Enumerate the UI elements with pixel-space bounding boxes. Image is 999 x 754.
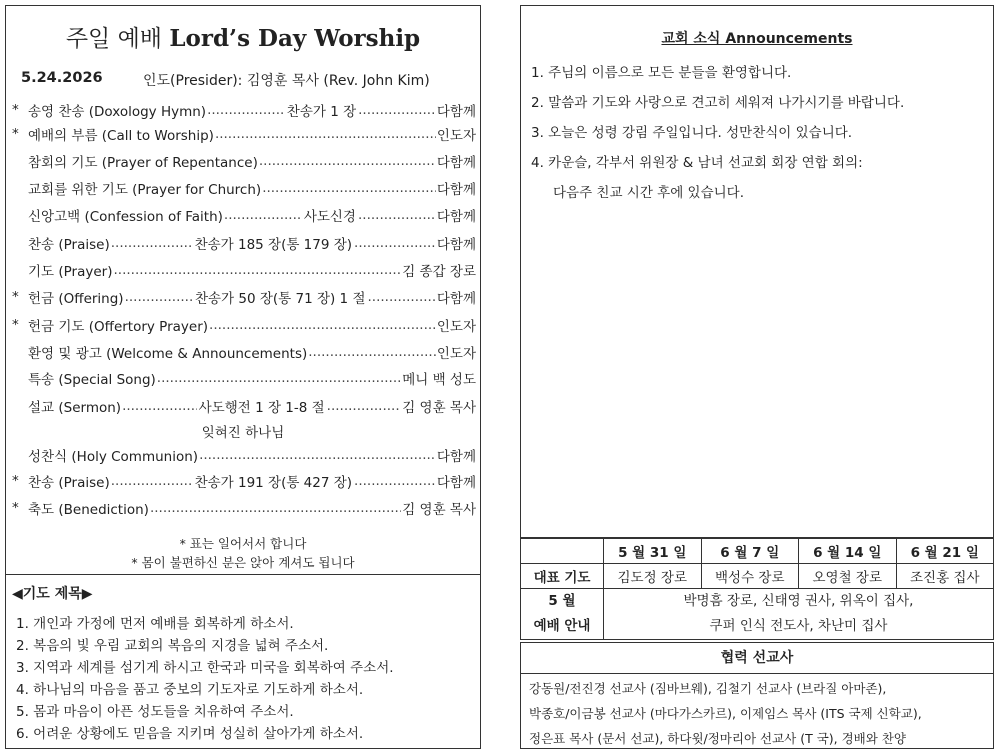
order-item-leader: 메니 백 성도 xyxy=(402,372,476,388)
standing-mark: * xyxy=(12,317,19,333)
order-item-leader: 다함께 xyxy=(436,449,476,465)
worship-guide-label-month: 5 월 xyxy=(548,593,576,609)
prayer-item: 2. 복음의 빛 우림 교회의 복음의 지경을 넓혀 주소서. xyxy=(16,638,329,654)
order-row xyxy=(10,497,476,519)
order-item-leader: 인도자 xyxy=(436,319,476,335)
prayer-item: 3. 지역과 세계를 섬기게 하시고 한국과 미국을 회복하여 주소서. xyxy=(16,660,394,676)
note-standing: * 표는 일어서서 합니다 xyxy=(179,536,307,551)
standing-mark: * xyxy=(12,102,19,118)
missionaries-panel xyxy=(520,642,994,749)
prayer-item: 4. 하나님의 마음을 품고 중보의 기도자로 기도하게 하소서. xyxy=(16,682,364,698)
date-line xyxy=(21,70,472,89)
prayer-item: 1. 개인과 가정에 먼저 예배를 회복하게 하소서. xyxy=(16,616,294,632)
worship-date: 5.24.2026 xyxy=(21,70,103,86)
worship-title-ko: 주일 예배 xyxy=(65,26,163,52)
leader-dots xyxy=(327,398,402,414)
schedule-date: 6 월 7 일 xyxy=(701,539,799,564)
schedule-date: 5 월 31 일 xyxy=(604,539,702,564)
order-item-detail: 찬송가 191 장(통 427 장) xyxy=(194,475,353,491)
prayer-item: 6. 어려운 상황에도 믿음을 지키며 성실히 살아가게 하소서. xyxy=(16,726,364,742)
order-item-name: 기도 (Prayer) xyxy=(28,264,113,280)
order-item-detail: 사도행전 1 장 1-8 절 xyxy=(198,400,325,416)
worship-guide-label xyxy=(521,589,604,640)
announcement-item: 4. 카운슬, 각부서 위원장 & 남녀 선교회 회장 연합 회의: xyxy=(531,155,863,171)
order-item-name: 신앙고백 (Confession of Faith) xyxy=(28,209,223,225)
order-item-leader: 다함께 xyxy=(436,155,476,171)
prayer-leader: 오영철 장로 xyxy=(799,564,897,589)
leader-dots xyxy=(358,207,436,223)
prayer-title: ◀기도 제목▶ xyxy=(12,586,93,602)
order-item-leader: 김 영훈 목사 xyxy=(402,502,476,518)
worship-guide-line: 박명흠 장로, 신태영 권사, 위옥이 집사, xyxy=(683,593,914,609)
leader-dots xyxy=(111,235,193,251)
prayer-item: 5. 몸과 마음이 아픈 성도들을 치유하여 주소서. xyxy=(16,704,294,720)
order-item-leader: 다함께 xyxy=(436,104,476,120)
prayer-list xyxy=(16,613,480,745)
prayer-leader: 조진홍 집사 xyxy=(896,564,994,589)
order-item-name: 찬송 (Praise) xyxy=(28,237,110,253)
order-item-name: 교회를 위한 기도 (Prayer for Church) xyxy=(28,182,262,198)
missionaries-list xyxy=(521,674,993,751)
schedule-guide-row xyxy=(521,589,994,640)
leader-dots xyxy=(207,102,285,118)
prayer-topics-panel xyxy=(5,574,481,749)
presider: 인도(Presider): 김영훈 목사 (Rev. John Kim) xyxy=(143,73,430,89)
order-row xyxy=(10,232,476,254)
leader-dots xyxy=(215,126,436,142)
order-item-name: 축도 (Benediction) xyxy=(28,502,149,518)
worship-order-panel xyxy=(5,5,481,575)
order-item-name: 특송 (Special Song) xyxy=(28,372,156,388)
order-row xyxy=(10,99,476,121)
worship-guide-names xyxy=(604,589,994,640)
order-item-detail: 찬송가 50 장(통 71 장) 1 절 xyxy=(194,291,366,307)
leader-dots xyxy=(122,398,197,414)
leader-dots xyxy=(209,317,436,333)
order-row xyxy=(10,150,476,172)
order-item-name: 찬송 (Praise) xyxy=(28,475,110,491)
order-row xyxy=(10,341,476,363)
leader-dots xyxy=(308,344,436,360)
order-item-leader: 다함께 xyxy=(436,209,476,225)
order-item-name: 참회의 기도 (Prayer of Repentance) xyxy=(28,155,258,171)
schedule-table xyxy=(520,538,994,640)
leader-dots xyxy=(224,207,302,223)
order-row xyxy=(10,123,476,145)
standing-mark: * xyxy=(12,289,19,305)
prayer-leader: 백성수 장로 xyxy=(701,564,799,589)
prayer-leader: 김도정 장로 xyxy=(604,564,702,589)
order-row xyxy=(10,259,476,281)
announcement-item: 3. 오늘은 성령 강림 주일입니다. 성만찬식이 있습니다. xyxy=(531,125,853,141)
leader-dots xyxy=(199,447,436,463)
order-row xyxy=(10,470,476,492)
schedule-corner-cell xyxy=(521,539,604,564)
announcement-item-continued: 다음주 친교 시간 후에 있습니다. xyxy=(553,185,744,201)
order-item-leader: 인도자 xyxy=(436,346,476,362)
order-item-leader: 다함께 xyxy=(436,237,476,253)
order-row xyxy=(10,395,476,417)
leader-dots xyxy=(111,473,193,489)
missionaries-line: 박종호/이금봉 선교사 (마다가스카르), 이제임스 목사 (ITS 국제 신학교), xyxy=(529,706,922,721)
order-item-detail: 찬송가 185 장(통 179 장) xyxy=(194,237,353,253)
leader-dots xyxy=(354,235,436,251)
leader-dots xyxy=(157,370,401,386)
missionaries-title: 협력 선교사 xyxy=(521,643,993,674)
standing-mark: * xyxy=(12,126,19,142)
note-seated: * 몸이 불편하신 분은 앉아 계셔도 됩니다 xyxy=(131,555,355,570)
worship-title xyxy=(6,24,480,54)
worship-guide-line: 쿠퍼 인식 전도사, 차난미 집사 xyxy=(709,618,888,634)
prayer-leader-label: 대표 기도 xyxy=(521,564,604,589)
order-item-leader: 다함께 xyxy=(436,182,476,198)
order-item-name: 환영 및 광고 (Welcome & Announcements) xyxy=(28,346,308,362)
standing-mark: * xyxy=(12,473,19,489)
missionaries-line: 강동원/전진경 선교사 (짐바브웨), 김철기 선교사 (브라질 아마존), xyxy=(529,681,887,696)
leader-dots xyxy=(150,500,401,516)
schedule-date-row xyxy=(521,539,994,564)
leader-dots xyxy=(262,180,436,196)
standing-mark: * xyxy=(12,500,19,516)
order-item-leader: 다함께 xyxy=(436,291,476,307)
announcements-title: 교회 소식 Announcements xyxy=(661,31,853,47)
leader-dots xyxy=(358,102,436,118)
order-item-name: 성찬식 (Holy Communion) xyxy=(28,449,199,465)
worship-guide-label-text: 예배 안내 xyxy=(533,618,591,634)
leader-dots xyxy=(125,289,193,305)
order-row xyxy=(10,204,476,226)
leader-dots xyxy=(113,262,401,278)
schedule-date: 6 월 14 일 xyxy=(799,539,897,564)
announcement-item: 2. 말씀과 기도와 사랑으로 견고히 세워져 나가시기를 바랍니다. xyxy=(531,95,905,111)
order-row xyxy=(10,314,476,336)
order-item-name: 헌금 기도 (Offertory Prayer) xyxy=(28,319,209,335)
order-row xyxy=(10,177,476,199)
order-item-leader: 김 영훈 목사 xyxy=(402,400,477,416)
order-item-leader: 김 종갑 장로 xyxy=(402,264,476,280)
order-item-name: 헌금 (Offering) xyxy=(28,291,124,307)
order-row xyxy=(10,286,476,308)
leader-dots xyxy=(367,289,435,305)
missionaries-line: 정은표 목사 (문서 선교), 하다윗/정마리아 선교사 (T 국), 경배와 찬양 xyxy=(529,731,906,746)
schedule-date: 6 월 21 일 xyxy=(896,539,994,564)
announcements-panel xyxy=(520,5,994,538)
order-item-detail: 찬송가 1 장 xyxy=(286,104,357,120)
leader-dots xyxy=(259,153,436,169)
order-row xyxy=(10,444,476,466)
sermon-title: 잊혀진 하나님 xyxy=(201,425,285,441)
order-item-leader: 다함께 xyxy=(436,475,476,491)
order-item-name: 예배의 부름 (Call to Worship) xyxy=(28,128,214,144)
announcement-item: 1. 주님의 이름으로 모든 분들을 환영합니다. xyxy=(531,65,792,81)
announcements-list xyxy=(531,58,993,208)
order-item-name: 송영 찬송 (Doxology Hymn) xyxy=(28,104,207,120)
schedule-prayer-row xyxy=(521,564,994,589)
worship-notes xyxy=(6,534,480,572)
order-item-name: 설교 (Sermon) xyxy=(28,400,122,416)
order-row xyxy=(10,367,476,389)
order-item-leader: 인도자 xyxy=(436,128,476,144)
order-item-detail: 사도신경 xyxy=(303,209,356,225)
worship-title-en: Lord’s Day Worship xyxy=(169,25,421,52)
leader-dots xyxy=(354,473,436,489)
